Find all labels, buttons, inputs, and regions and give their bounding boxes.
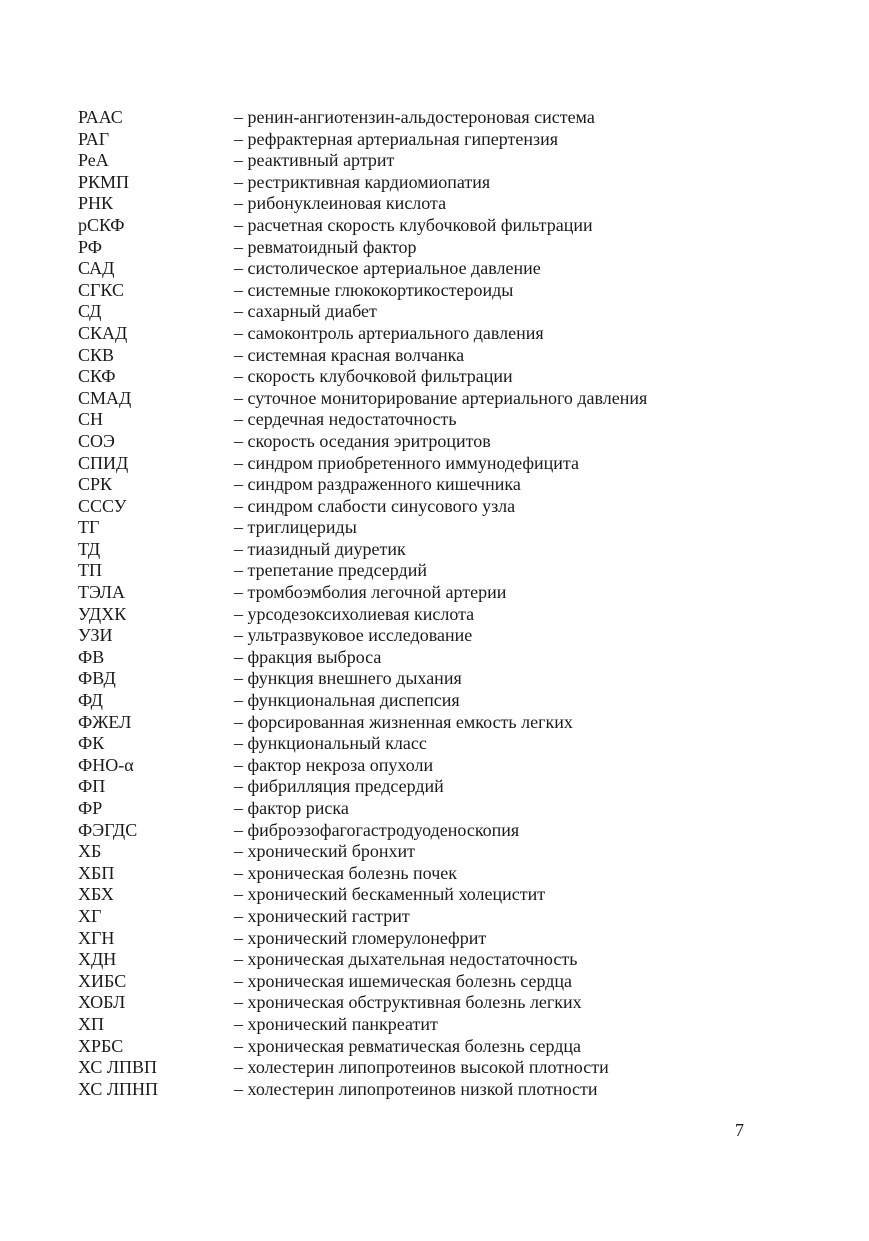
abbreviation-definition: – скорость клубочковой фильтрации [234, 366, 513, 387]
abbreviation-row [78, 906, 778, 928]
abbreviation-row [78, 647, 778, 669]
abbreviation-term: рСКФ [78, 214, 125, 235]
abbreviation-definition: – фракция выброса [234, 646, 382, 667]
abbreviation-row [78, 1057, 778, 1079]
abbreviation-row [78, 129, 778, 151]
abbreviation-definition: – синдром приобретенного иммунодефицита [234, 452, 579, 473]
abbreviation-row [78, 798, 778, 820]
abbreviation-definition: – системная красная волчанка [234, 344, 465, 365]
abbreviation-row [78, 280, 778, 302]
abbreviation-term: СКФ [78, 366, 116, 387]
abbreviation-definition: – функциональный класс [234, 733, 427, 754]
abbreviation-term: РАГ [78, 128, 110, 149]
abbreviation-row [78, 733, 778, 755]
abbreviation-term: СПИД [78, 452, 129, 473]
abbreviation-row [78, 949, 778, 971]
abbreviation-term: ТГ [78, 517, 100, 538]
abbreviation-term: ХБ [78, 841, 102, 862]
abbreviation-definition: – синдром слабости синусового узла [234, 495, 516, 516]
abbreviation-definition: – хроническая дыхательная недостаточность [234, 949, 578, 970]
abbreviation-term: СССУ [78, 495, 127, 516]
abbreviation-term: СМАД [78, 387, 132, 408]
abbreviation-term: ХОБЛ [78, 992, 126, 1013]
abbreviation-definition: – тиазидный диуретик [234, 538, 406, 559]
abbreviation-term: РКМП [78, 171, 130, 192]
abbreviation-definition: – функциональная диспепсия [234, 690, 460, 711]
abbreviation-term: ФЭГДС [78, 819, 138, 840]
abbreviation-row [78, 496, 778, 518]
abbreviation-row [78, 604, 778, 626]
abbreviation-definition: – форсированная жизненная емкость легких [234, 711, 573, 732]
abbreviation-term: ТД [78, 538, 101, 559]
abbreviation-term: ФД [78, 690, 103, 711]
abbreviation-definition: – самоконтроль артериального давления [234, 322, 544, 343]
abbreviation-definition: – холестерин липопротеинов высокой плотности [234, 1057, 609, 1078]
abbreviation-row [78, 560, 778, 582]
abbreviation-term: ТЭЛА [78, 582, 125, 603]
abbreviation-definition: – холестерин липопротеинов низкой плотности [234, 1078, 598, 1099]
abbreviation-row [78, 388, 778, 410]
abbreviation-term: ХГ [78, 905, 102, 926]
abbreviation-term: ХИБС [78, 970, 127, 991]
abbreviation-list [78, 107, 778, 1100]
abbreviation-definition: – функция внешнего дыхания [234, 668, 462, 689]
abbreviation-term: ХП [78, 1013, 104, 1034]
abbreviation-term: ТП [78, 560, 102, 581]
abbreviation-definition: – рестриктивная кардиомиопатия [234, 171, 491, 192]
abbreviation-row [78, 690, 778, 712]
abbreviation-row [78, 992, 778, 1014]
page-number: 7 [735, 1120, 744, 1140]
abbreviation-term: ФВД [78, 668, 116, 689]
abbreviation-definition: – скорость оседания эритроцитов [234, 430, 491, 451]
abbreviation-definition: – фибрилляция предсердий [234, 776, 444, 797]
abbreviation-row [78, 863, 778, 885]
abbreviation-row [78, 172, 778, 194]
abbreviation-row [78, 323, 778, 345]
abbreviation-definition: – расчетная скорость клубочковой фильтрации [234, 214, 593, 235]
abbreviation-row [78, 1079, 778, 1101]
abbreviation-term: ХБХ [78, 884, 114, 905]
abbreviation-definition: – фактор риска [234, 798, 349, 818]
abbreviation-term: СН [78, 409, 104, 430]
abbreviation-row [78, 474, 778, 496]
abbreviation-definition: – фактор некроза опухоли [234, 754, 434, 775]
abbreviation-row [78, 107, 778, 129]
abbreviation-row [78, 301, 778, 323]
abbreviation-definition: – фиброэзофагогастродуоденоскопия [234, 819, 520, 840]
abbreviation-definition: – хроническая ревматическая болезнь сердца [234, 1035, 581, 1056]
abbreviation-term: СОЭ [78, 430, 115, 451]
abbreviation-row [78, 237, 778, 259]
abbreviation-row [78, 928, 778, 950]
abbreviation-term: ХГН [78, 927, 115, 948]
abbreviation-row [78, 517, 778, 539]
abbreviation-row [78, 841, 778, 863]
abbreviation-row [78, 1014, 778, 1036]
abbreviation-definition: – трепетание предсердий [234, 560, 427, 581]
abbreviation-definition: – хроническая ишемическая болезнь сердца [234, 970, 573, 991]
abbreviation-row [78, 884, 778, 906]
abbreviation-row [78, 625, 778, 647]
abbreviation-term: ФНО-α [78, 754, 134, 775]
abbreviation-term: ФК [78, 733, 105, 754]
abbreviation-definition: – реактивный артрит [234, 150, 395, 171]
abbreviation-term: РНК [78, 193, 114, 214]
abbreviation-definition: – тромбоэмболия легочной артерии [234, 582, 507, 603]
abbreviation-definition: – хронический гастрит [234, 905, 410, 926]
abbreviation-term: РААС [78, 107, 123, 127]
abbreviation-term: ФЖЕЛ [78, 711, 132, 732]
abbreviation-row [78, 258, 778, 280]
abbreviation-definition: – рибонуклеиновая кислота [234, 193, 447, 214]
abbreviation-definition: – хронический гломерулонефрит [234, 927, 487, 948]
abbreviation-term: ХС ЛПНП [78, 1078, 159, 1099]
abbreviation-term: ФП [78, 776, 106, 797]
abbreviation-term: ХДН [78, 949, 117, 970]
abbreviation-row [78, 345, 778, 367]
abbreviation-term: ХС ЛПВП [78, 1057, 158, 1078]
abbreviation-term: ХБП [78, 862, 115, 883]
abbreviation-definition: – сердечная недостаточность [234, 409, 457, 430]
abbreviation-row [78, 820, 778, 842]
abbreviation-term: ФВ [78, 646, 105, 667]
abbreviation-definition: – ренин-ангиотензин-альдостероновая система [234, 107, 595, 127]
abbreviation-row [78, 150, 778, 172]
abbreviation-row [78, 215, 778, 237]
abbreviation-row [78, 409, 778, 431]
abbreviation-term: ФР [78, 798, 103, 818]
abbreviation-term: РФ [78, 236, 102, 257]
abbreviation-term: УДХК [78, 603, 127, 624]
abbreviation-definition: – сахарный диабет [234, 301, 377, 322]
abbreviation-row [78, 776, 778, 798]
abbreviation-term: СРК [78, 474, 113, 495]
abbreviation-row [78, 431, 778, 453]
abbreviation-row [78, 453, 778, 475]
abbreviation-term: СКВ [78, 344, 115, 365]
abbreviation-row [78, 755, 778, 777]
abbreviation-term: РеА [78, 150, 109, 171]
abbreviation-definition: – ревматоидный фактор [234, 236, 417, 257]
abbreviation-definition: – хронический бескаменный холецистит [234, 884, 546, 905]
abbreviation-definition: – системные глюкокортикостероиды [234, 279, 514, 300]
abbreviation-definition: – хроническая болезнь почек [234, 862, 458, 883]
abbreviation-row [78, 582, 778, 604]
abbreviation-definition: – хроническая обструктивная болезнь легких [234, 992, 582, 1013]
abbreviation-definition: – суточное мониторирование артериального давления [234, 387, 648, 408]
abbreviation-term: СГКС [78, 279, 124, 300]
abbreviation-definition: – хронический панкреатит [234, 1013, 438, 1034]
abbreviation-definition: – синдром раздраженного кишечника [234, 474, 521, 495]
abbreviation-row [78, 193, 778, 215]
abbreviation-definition: – хронический бронхит [234, 841, 416, 862]
abbreviation-term: САД [78, 258, 115, 279]
abbreviation-term: ХРБС [78, 1035, 124, 1056]
abbreviation-term: СД [78, 301, 102, 322]
abbreviation-term: УЗИ [78, 625, 113, 646]
abbreviation-definition: – триглицериды [234, 517, 357, 538]
abbreviation-row [78, 1036, 778, 1058]
abbreviation-row [78, 712, 778, 734]
abbreviation-definition: – систолическое артериальное давление [234, 258, 541, 279]
abbreviation-row [78, 366, 778, 388]
abbreviation-term: СКАД [78, 322, 128, 343]
abbreviation-row [78, 539, 778, 561]
abbreviation-definition: – ультразвуковое исследование [234, 625, 473, 646]
abbreviation-row [78, 668, 778, 690]
abbreviation-row [78, 971, 778, 993]
abbreviation-definition: – урсодезоксихолиевая кислота [234, 603, 475, 624]
abbreviation-definition: – рефрактерная артериальная гипертензия [234, 128, 559, 149]
